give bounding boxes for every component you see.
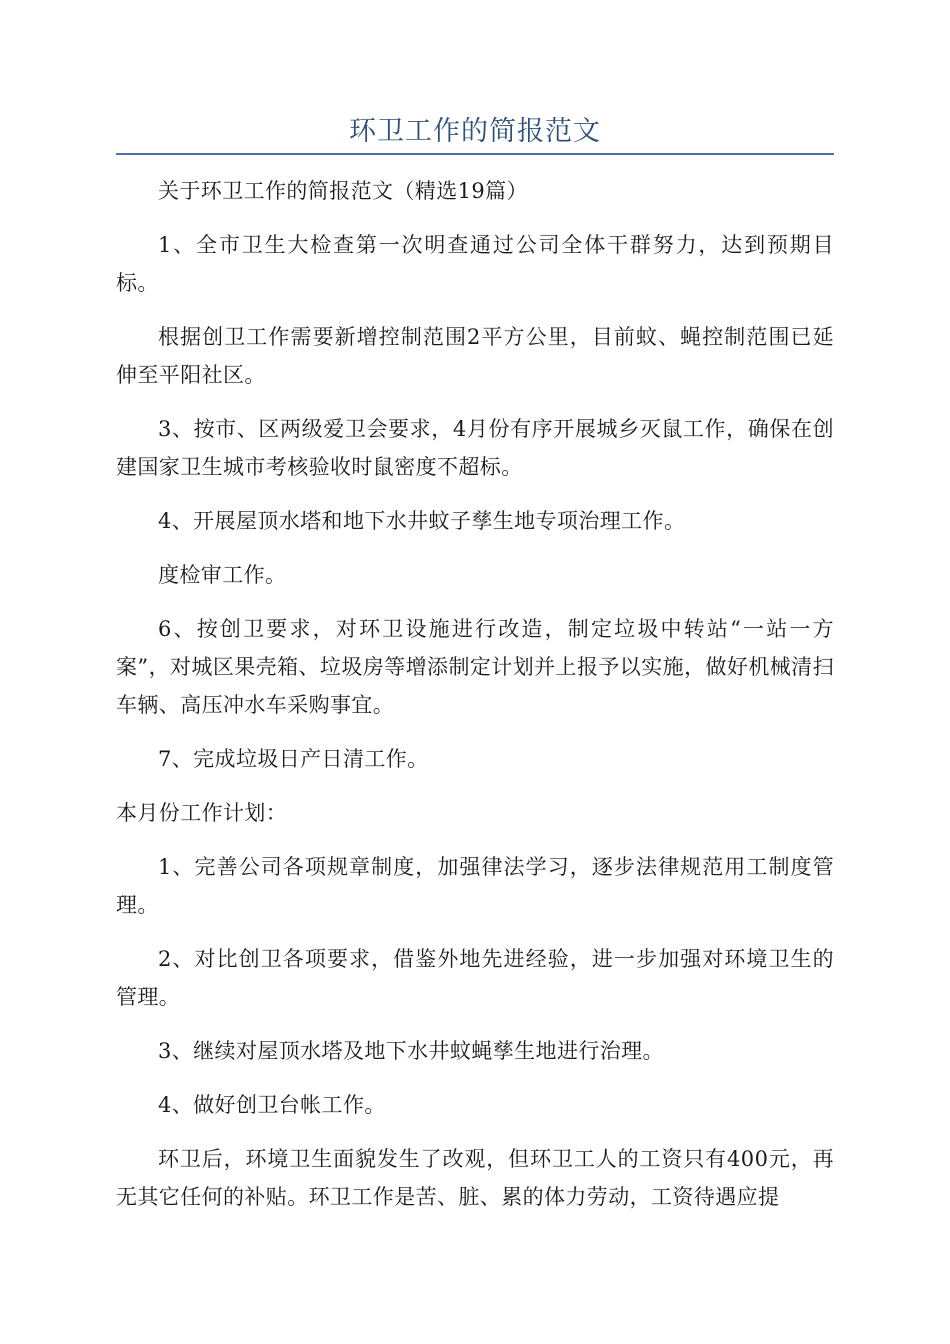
paragraph: 2、对比创卫各项要求，借鉴外地先进经验，进一步加强对环境卫生的管理。 <box>116 947 834 1009</box>
paragraph: 环卫后，环境卫生面貌发生了改观，但环卫工人的工资只有400元，再无其它任何的补贴。环卫工作是苦、脏、累的体力劳动，工资待遇应提 <box>116 1147 834 1209</box>
section-heading: 本月份工作计划： <box>116 801 288 825</box>
paragraph: 1、全市卫生大检查第一次明查通过公司全体干群努力，达到预期目标。 <box>116 233 834 295</box>
paragraph: 根据创卫工作需要新增控制范围2平方公里，目前蚊、蝇控制范围已延伸至平阳社区。 <box>116 325 834 387</box>
document-body <box>116 172 834 1232</box>
title-underline <box>116 153 834 155</box>
paragraph: 7、完成垃圾日产日清工作。 <box>158 747 429 771</box>
paragraph: 度检审工作。 <box>158 563 287 587</box>
paragraph: 3、继续对屋顶水塔及地下水井蚊蝇孳生地进行治理。 <box>158 1039 664 1063</box>
paragraph: 4、做好创卫台帐工作。 <box>158 1093 386 1117</box>
paragraph: 关于环卫工作的简报范文（精选19篇） <box>158 179 528 203</box>
paragraph: 1、完善公司各项规章制度，加强律法学习，逐步法律规范用工制度管理。 <box>116 855 834 917</box>
paragraph: 4、开展屋顶水塔和地下水井蚊子孳生地专项治理工作。 <box>158 509 686 533</box>
document-title: 环卫工作的简报范文 <box>349 116 601 147</box>
paragraph: 6、按创卫要求，对环卫设施进行改造，制定垃圾中转站“一站一方案”，对城区果壳箱、垃圾房等增添制定计划并上报予以实施，做好机械清扫车辆、高压冲水车采购事宜。 <box>116 617 834 717</box>
paragraph: 3、按市、区两级爱卫会要求，4月份有序开展城乡灭鼠工作，确保在创建国家卫生城市考核验收时鼠密度不超标。 <box>116 417 834 479</box>
